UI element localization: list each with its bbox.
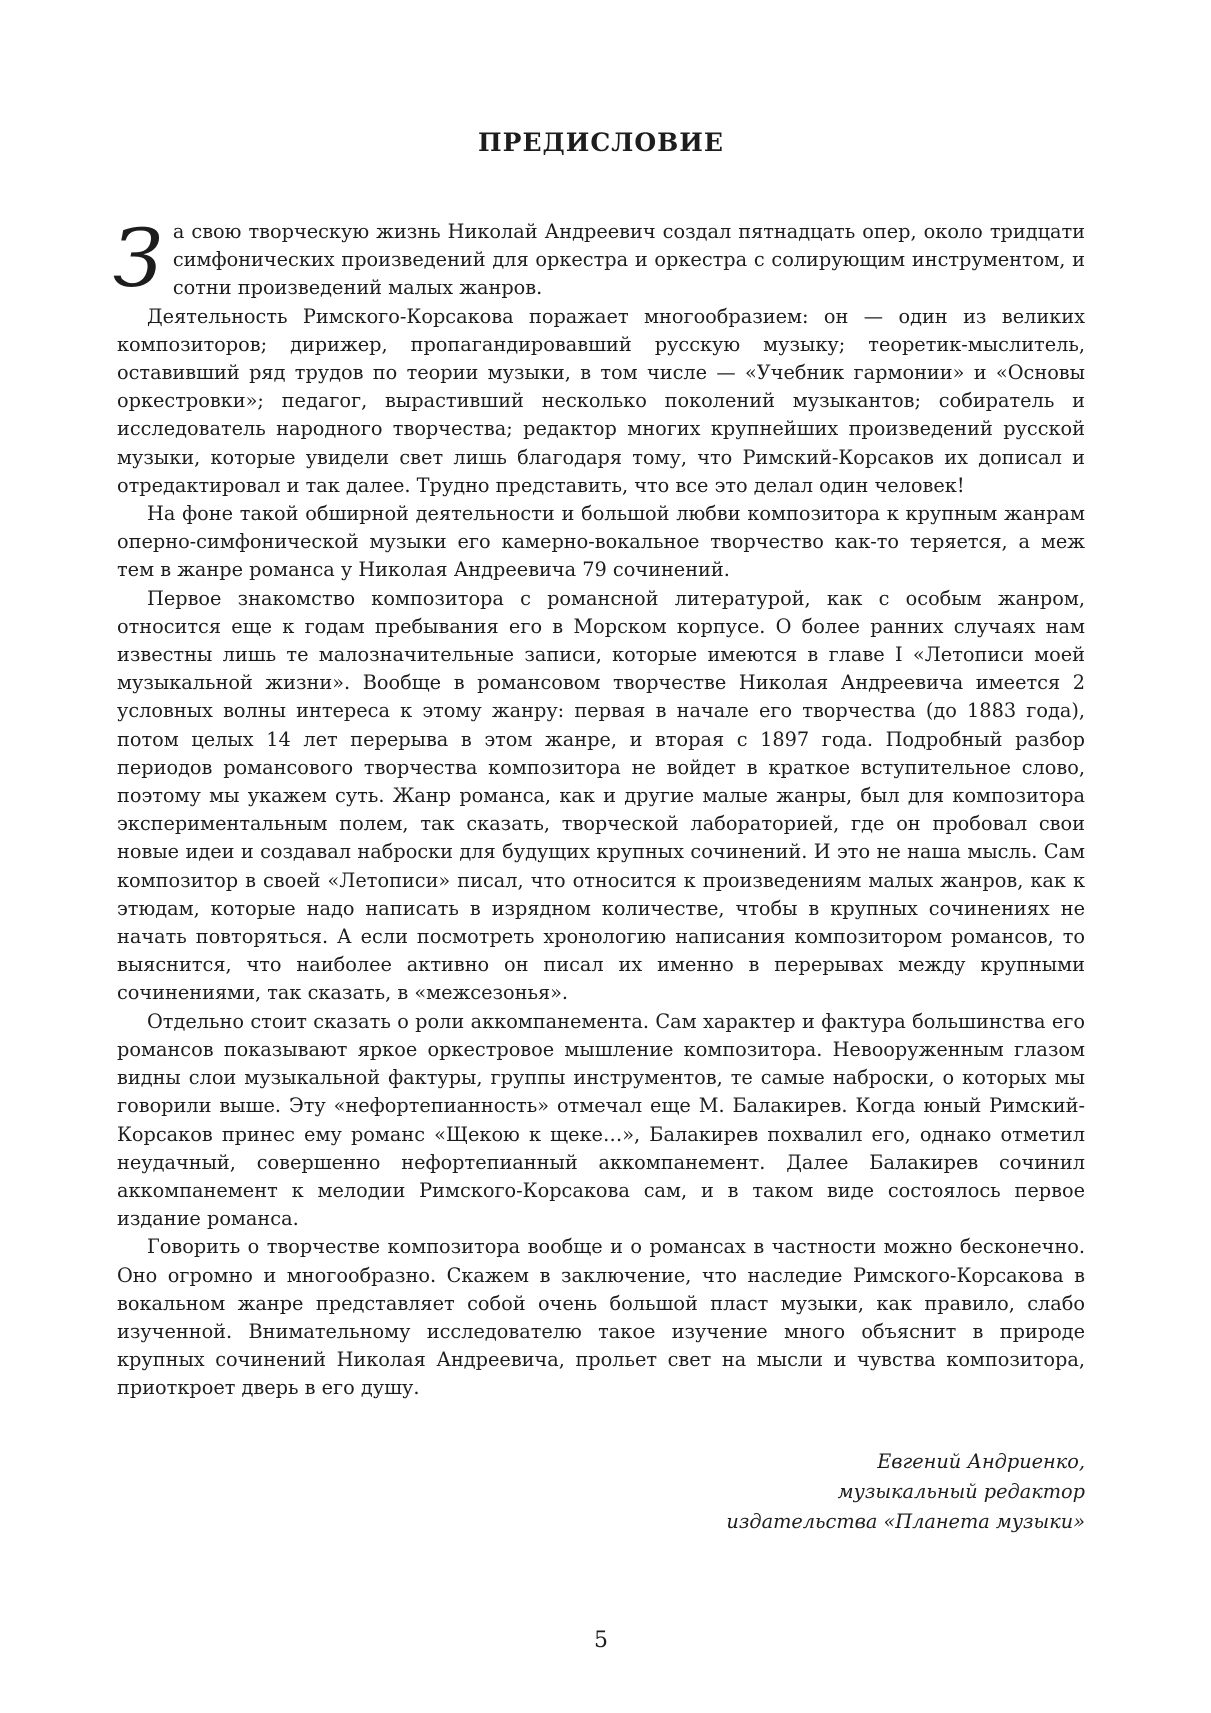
signature-role: музыкальный редактор	[837, 1480, 1085, 1503]
paragraph-5: Отдельно стоит сказать о роли аккомпанемента. Сам характер и фактура большинства его романсов показывают яркое оркестровое мышление композитора. Невооруженным глазом видны слои музыкальной фактуры, группы инструментов, те самые наброски, о которых мы говорили выше. Эту «нефортепианность» отмечал еще М. Балакирев. Когда юный Римский-Корсаков принес ему романс «Щекою к щеке…», Балакирев похвалил его, однако отметил неудачный, совершенно нефортепианный аккомпанемент. Далее Балакирев сочинил аккомпанемент к мелодии Римского-Корсакова сам, и в таком виде состоялось первое издание романса.	[117, 1009, 1085, 1231]
body-text	[113, 212, 1085, 1403]
paragraph-4: Первое знакомство композитора с романсной литературой, как с особым жанром, относится еще к годам пребывания его в Морском корпусе. О более ранних случаях нам известны лишь те малозначительные записи, которые имеются в главе I «Летописи моей музыкальной жизни». Вообще в романсовом творчестве Николая Андреевича имеется 2 условных волны интереса к этому жанру: первая в начале его творчества (до 1883 года), потом целых 14 лет перерыва в этом жанре, и вторая с 1897 года. Подробный разбор периодов романсового творчества композитора не войдет в краткое вступительное слово, поэтому мы укажем суть. Жанр романса, как и другие малые жанры, был для композитора экспериментальным полем, так сказать, творческой лабораторией, где он пробовал свои новые идеи и создавал наброски для будущих крупных сочинений. И это не наша мысль. Сам композитор в своей «Летописи» писал, что относится к произведениям малых жанров, как к этюдам, которые надо написать в изрядном количестве, чтобы в крупных сочинениях не начать повторяться. А если посмотреть хронологию написания композитором романсов, то выяснится, что наиболее активно он писал их именно в перерывах между крупными сочинениями, так сказать, в «межсезонья».	[117, 586, 1085, 1005]
page-number: 5	[594, 1628, 608, 1653]
signature-block	[726, 1447, 1085, 1537]
signature-publisher: издательства «Планета музыки»	[726, 1510, 1085, 1533]
paragraph-1-text: а свою творческую жизнь Николай Андреевич создал пятнадцать опер, около тридцати симфонических произведений для оркестра и оркестра с солирующим инструментом, и сотни произведений малых жанров.	[172, 220, 1085, 300]
paragraph-2: Деятельность Римского-Корсакова поражает многообразием: он — один из великих композиторов; дирижер, пропагандировавший русскую музыку; теоретик-мыслитель, оставивший ряд трудов по теории музыки, в том числе — «Учебник гармонии» и «Основы оркестровки»; педагог, вырастивший несколько поколений музыкантов; собиратель и исследователь народного творчества; редактор многих крупнейших произведений русской музыки, которые увидели свет лишь благодаря тому, что Римский-Корсаков их дописал и отредактировал и так далее. Трудно представить, что все это делал один человек!	[117, 304, 1085, 497]
drop-cap: З	[113, 212, 163, 305]
paragraph-3: На фоне такой обширной деятельности и большой любви композитора к крупным жанрам оперно-симфонической музыки его камерно-вокальное творчество как-то теряется, а меж тем в жанре романса у Николая Андреевича 79 сочинений.	[117, 502, 1085, 582]
paragraph-6: Говорить о творчестве композитора вообще и о романсах в частности можно бесконечно. Оно огромно и многообразно. Скажем в заключение, что наследие Римского-Корсакова в вокальном жанре представляет собой очень большой пласт музыки, как правило, слабо изученной. Внимательному исследователю такое изучение много объяснит в природе крупных сочинений Николая Андреевича, прольет свет на мысли и чувства композитора, приоткроет дверь в его душу.	[117, 1235, 1085, 1400]
page-title: ПРЕДИСЛОВИЕ	[478, 128, 724, 157]
signature-name: Евгений Андриенко,	[877, 1450, 1085, 1473]
paragraph-1	[113, 212, 1085, 305]
